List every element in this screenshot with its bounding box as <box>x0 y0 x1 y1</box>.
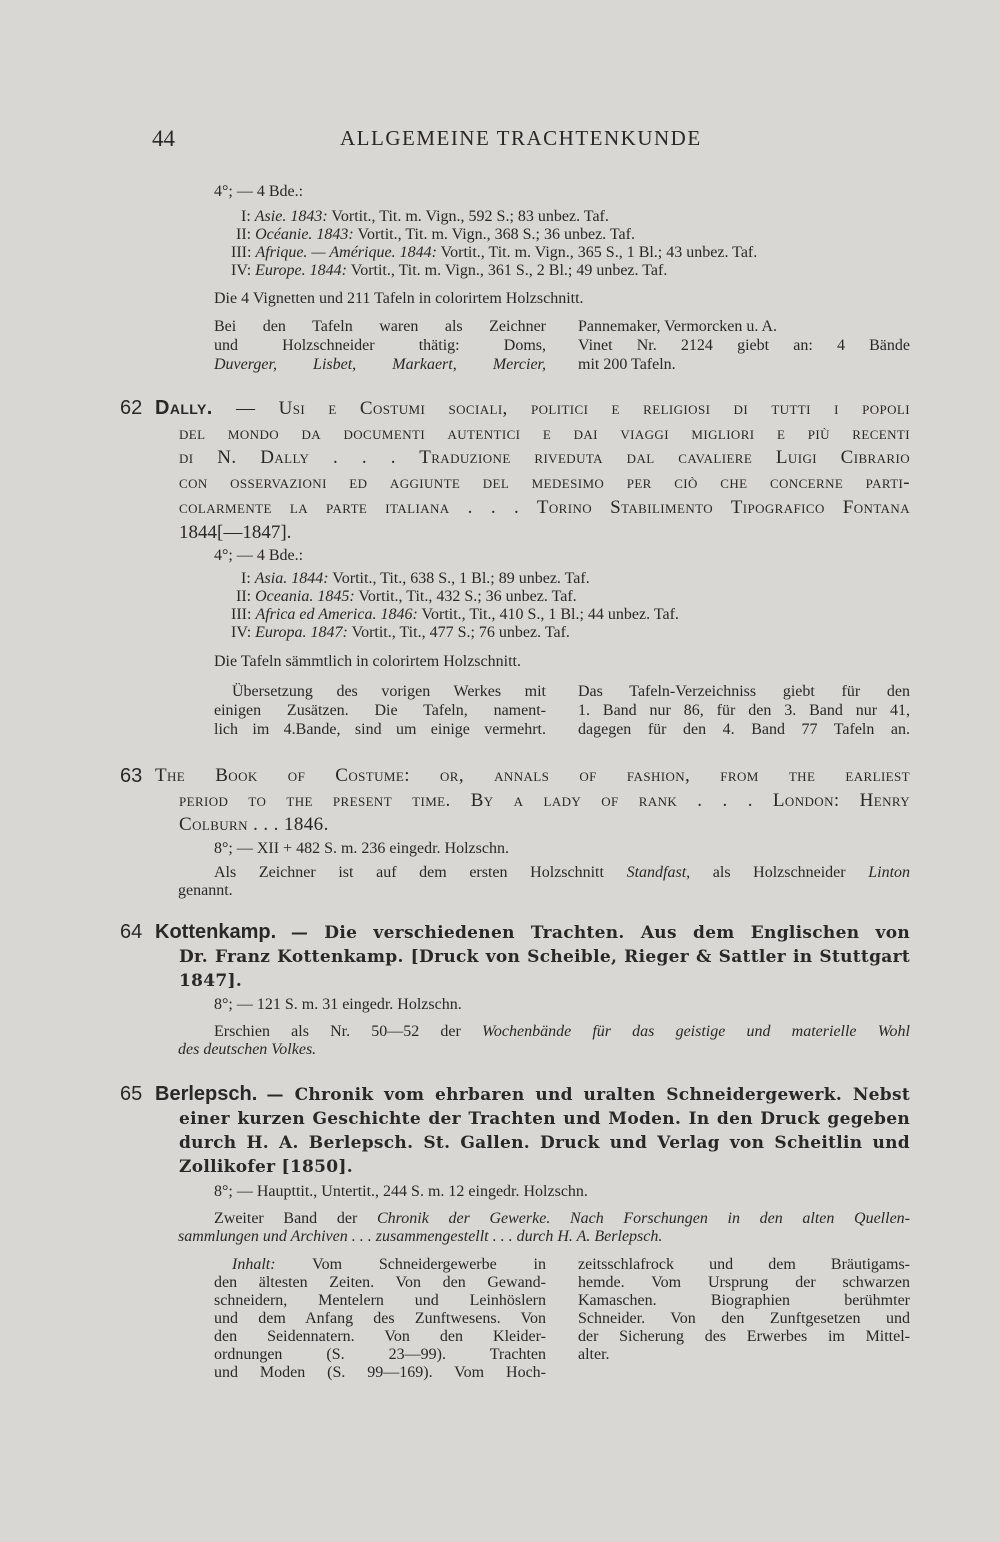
contents-left-column: den ältesten Zeiten. Von den Gewand- <box>214 1274 546 1291</box>
format-line: 8°; — Haupttit., Untertit., 244 S. m. 12 eingedr. Holzschn. <box>214 1183 588 1200</box>
volume-line <box>231 262 667 280</box>
entry-number: 64 <box>120 921 143 943</box>
entry-title-line: con osservazioni ed aggiunte del medesimo per ciò che concerne parti- <box>179 472 910 493</box>
volume-line <box>236 226 635 244</box>
volume-line: II: Oceania. 1845: Vortit., Tit., 432 S.; 36 unbez. Taf. <box>236 588 577 605</box>
entry-title-line: Dr. Franz Kottenkamp. [Druck von Scheible, Rieger & Sattler in Stuttgart <box>179 947 910 967</box>
contents-left-column: schneidern, Mentelern und Leinhöslern <box>214 1292 546 1309</box>
entry-title-line: del mondo da documenti autentici e dai viaggi migliori e più recenti <box>179 423 910 444</box>
volume-title: Afrique. — Amérique. 1844: <box>255 244 437 261</box>
volume-details: Vortit., Tit. m. Vign., 368 S.; 36 unbez. Taf. <box>357 226 635 243</box>
contents-right-column: alter. <box>578 1346 610 1363</box>
contents-left-column: und Moden (S. 99—169). Vom Hoch- <box>214 1364 546 1381</box>
contents-left-column: und dem Anfang des Zunftwesens. Von <box>214 1310 546 1327</box>
entry-title-line: di N. Dally . . . Traduzione riveduta dal cavaliere Luigi Cibrario <box>179 447 910 468</box>
entry-title-line: Colburn . . . 1846. <box>179 814 329 835</box>
entry-title-line: Dally. — Usi e Costumi sociali, politici e religiosi di tutti i popoli <box>155 397 910 419</box>
entry-title-line: Zollikofer [1850]. <box>179 1157 353 1177</box>
contents-right-column: Schneider. Von den Zunftgesetzen und <box>578 1310 910 1327</box>
note: Die 4 Vignetten und 211 Tafeln in colorirtem Holzschnitt. <box>214 290 584 307</box>
contents-right-column: zeitsschlafrock und dem Bräutigams- <box>578 1256 910 1273</box>
note-left-column: und Holzschneider thätig: Doms, <box>214 337 546 354</box>
note: sammlungen und Archiven . . . zusammengestellt . . . durch H. A. Berlepsch. <box>178 1228 663 1245</box>
entry-title-line: colarmente la parte italiana . . . Torino Stabilimento Tipografico Fontana <box>179 497 910 518</box>
entry-title-line: Berlepsch. — Chronik vom ehrbaren und uralten Schneidergewerk. Nebst <box>155 1083 910 1105</box>
note-left-column: Übersetzung des vorigen Werkes mit <box>232 683 546 700</box>
volume-title: Océanie. 1843: <box>255 226 354 243</box>
note-left-column: Duverger, Lisbet, Markaert, Mercier, <box>214 356 546 373</box>
entry-number: 62 <box>120 397 143 419</box>
volume-number: III: <box>231 244 252 261</box>
entry-title-line: The Book of Costume: or, annals of fashion, from the earliest <box>155 765 910 786</box>
entry-title-line: einer kurzen Geschichte der Trachten und Moden. In den Druck gegeben <box>179 1109 910 1129</box>
volume-line <box>231 244 757 262</box>
note-left-column: einigen Zusätzen. Die Tafeln, nament- <box>214 702 546 719</box>
entry-title-line: durch H. A. Berlepsch. St. Gallen. Druck und Verlag von Scheitlin und <box>179 1133 910 1153</box>
note-left-column: Bei den Tafeln waren als Zeichner <box>214 318 546 335</box>
running-title: ALLGEMEINE TRACHTENKUNDE <box>340 126 702 150</box>
note: Erschien als Nr. 50—52 der Wochenbände für das geistige und materielle Wohl <box>214 1023 911 1040</box>
format-line: 4°; — 4 Bde.: <box>214 183 304 200</box>
contents-left-column: Inhalt: Vom Schneidergewerbe in <box>232 1256 546 1273</box>
note: des deutschen Volkes. <box>178 1041 317 1058</box>
note-right-column: Pannemaker, Vermorcken u. A. <box>578 318 778 335</box>
entry-author: Dally. <box>155 397 213 419</box>
contents-right-column: Kamaschen. Biographien berühmter <box>578 1292 910 1309</box>
note-left-column: lich im 4.Bande, sind um einige vermehrt. <box>214 721 546 738</box>
contents-left-column: ordnungen (S. 23—99). Trachten <box>214 1346 546 1363</box>
entry-title-line: period to the present time. By a lady of rank . . . London: Henry <box>179 790 910 811</box>
note-right-column: dagegen für den 4. Band 77 Tafeln an. <box>578 721 910 738</box>
format-line: 8°; — 121 S. m. 31 eingedr. Holzschn. <box>214 996 462 1013</box>
volume-details: Vortit., Tit. m. Vign., 361 S., 2 Bl.; 49 unbez. Taf. <box>350 262 668 279</box>
volume-title: Europe. 1844: <box>255 262 347 279</box>
entry-title-line: 1844[—1847]. <box>179 522 292 543</box>
format-line: 8°; — XII + 482 S. m. 236 eingedr. Holzschn. <box>214 840 509 857</box>
note: Als Zeichner ist auf dem ersten Holzschnitt Standfast, als Holzschneider Linton <box>214 864 911 881</box>
volume-title: Asie. 1843: <box>254 208 328 225</box>
entry-author: Berlepsch. <box>155 1083 258 1105</box>
contents-right-column: hemde. Vom Ursprung der schwarzen <box>578 1274 910 1291</box>
volume-line: IV: Europa. 1847: Vortit., Tit., 477 S.; 76 unbez. Taf. <box>231 624 570 641</box>
format-line: 4°; — 4 Bde.: <box>214 547 304 564</box>
entry-title-line: Kottenkamp. — Die verschiedenen Trachten. Aus dem Englischen von <box>155 921 910 943</box>
volume-line: III: Africa ed America. 1846: Vortit., Tit., 410 S., 1 Bl.; 44 unbez. Taf. <box>231 606 679 623</box>
note-right-column: 1. Band nur 86, für den 3. Band nur 41, <box>578 702 910 719</box>
entry-number: 63 <box>120 765 143 787</box>
contents-right-column: der Sicherung des Erwerbes im Mittel- <box>578 1328 910 1345</box>
note-right-column: Vinet Nr. 2124 giebt an: 4 Bände <box>578 337 910 354</box>
entry-title-line: 1847]. <box>179 971 243 991</box>
volume-details: Vortit., Tit. m. Vign., 592 S.; 83 unbez. Taf. <box>331 208 609 225</box>
note-right-column: mit 200 Tafeln. <box>578 356 676 373</box>
contents-left-column: den Seidennatern. Von den Kleider- <box>214 1328 546 1345</box>
page-number: 44 <box>152 126 175 151</box>
note: Zweiter Band der Chronik der Gewerke. Nach Forschungen in den alten Quellen- <box>214 1210 911 1227</box>
volume-number: IV: <box>231 262 252 279</box>
entry-author: Kottenkamp. <box>155 921 277 943</box>
volume-line: I: Asia. 1844: Vortit., Tit., 638 S., 1 Bl.; 89 unbez. Taf. <box>241 570 590 587</box>
volume-details: Vortit., Tit. m. Vign., 365 S., 1 Bl.; 43 unbez. Taf. <box>440 244 758 261</box>
volume-number: II: <box>236 226 252 243</box>
note: Die Tafeln sämmtlich in colorirtem Holzschnitt. <box>214 653 521 670</box>
volume-number: I: <box>241 208 251 225</box>
note-right-column: Das Tafeln-Verzeichniss giebt für den <box>578 683 910 700</box>
entry-number: 65 <box>120 1083 143 1105</box>
note: genannt. <box>178 882 233 899</box>
volume-line <box>241 208 801 226</box>
